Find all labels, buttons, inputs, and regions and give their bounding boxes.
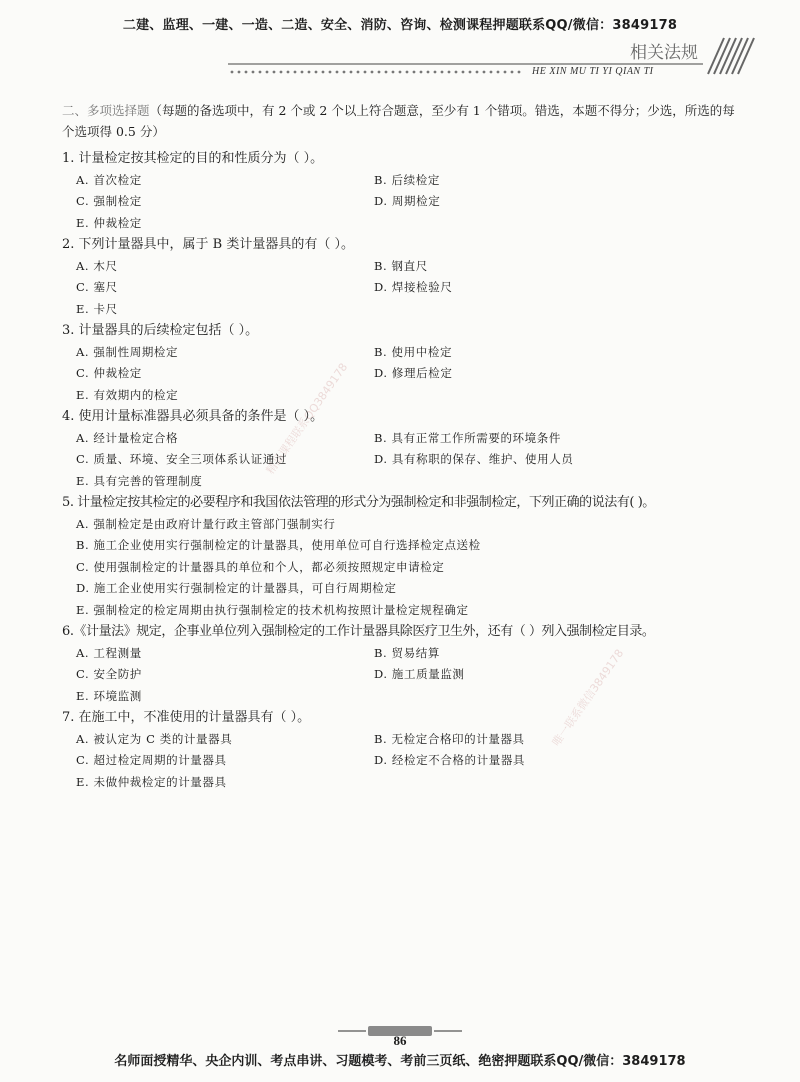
option-list bbox=[62, 170, 742, 235]
question-stem: 6.《计量法》规定，企事业单位列入强制检定的工作计量器具除医疗卫生外，还有（ ）列入强制检定目录。 bbox=[62, 624, 655, 639]
option-list bbox=[62, 428, 742, 493]
question-1 bbox=[62, 148, 742, 234]
option-b: B. 具有正常工作所需要的环境条件 bbox=[374, 430, 561, 445]
section-instructions: （每题的备选项中，有 2 个或 2 个以上符合题意，至少有 1 个错项。错选，本题不得分；少选，所选的每个选项得 0.5 分） bbox=[62, 103, 735, 139]
question-4 bbox=[62, 406, 742, 492]
option-a: A. 被认定为 C 类的计量器具 bbox=[76, 731, 233, 746]
option-d: D. 施工质量监测 bbox=[374, 667, 465, 681]
option-c: C. 仲裁检定 bbox=[76, 366, 142, 380]
option-e: E. 具有完善的管理制度 bbox=[76, 473, 203, 488]
option-b: B. 钢直尺 bbox=[374, 258, 428, 273]
option-e: E. 仲裁检定 bbox=[76, 215, 142, 230]
page-number: 86 bbox=[393, 1033, 407, 1048]
question-list bbox=[62, 100, 742, 793]
option-c: C. 使用强制检定的计量器具的单位和个人，都必须按照规定申请检定 bbox=[76, 559, 445, 574]
watermark: 精品课程联系QQ3849178 bbox=[263, 360, 351, 477]
option-b: B. 后续检定 bbox=[374, 172, 440, 187]
option-a: A. 木尺 bbox=[76, 258, 118, 273]
option-d: D. 焊接检验尺 bbox=[374, 280, 453, 294]
question-5 bbox=[62, 492, 742, 621]
option-list bbox=[62, 729, 742, 794]
question-stem: 5. 计量检定按其检定的必要程序和我国依法管理的形式分为强制检定和非强制检定，下列正确的说法有( )。 bbox=[62, 495, 655, 510]
option-c: C. 安全防护 bbox=[76, 667, 142, 681]
question-stem: 4. 使用计量标准器具必须具备的条件是（ ）。 bbox=[62, 409, 324, 424]
option-list bbox=[62, 342, 742, 407]
question-3 bbox=[62, 320, 742, 406]
watermark: 唯一联系微信3849178 bbox=[549, 646, 627, 749]
option-list bbox=[62, 643, 742, 708]
option-a: A. 经计量检定合格 bbox=[76, 430, 179, 445]
option-c: C. 塞尺 bbox=[76, 280, 118, 294]
option-c: C. 质量、环境、安全三项体系认证通过 bbox=[76, 452, 288, 466]
question-stem: 2. 下列计量器具中，属于 B 类计量器具的有（ ）。 bbox=[62, 237, 354, 252]
option-e: E. 卡尺 bbox=[76, 301, 118, 316]
option-d: D. 具有称职的保存、维护、使用人员 bbox=[374, 452, 574, 466]
question-stem: 1. 计量检定按其检定的目的和性质分为（ ）。 bbox=[62, 151, 324, 166]
option-a: A. 首次检定 bbox=[76, 172, 142, 187]
option-c: C. 强制检定 bbox=[76, 194, 142, 208]
option-c: C. 超过检定周期的计量器具 bbox=[76, 753, 227, 767]
top-banner: 二建、监理、一建、一造、二造、安全、消防、咨询、检测课程押题联系QQ/微信：3849178 bbox=[122, 18, 678, 33]
section-subtitle: HE XIN MU TI YI QIAN TI bbox=[532, 66, 654, 77]
section-title: 相关法规 bbox=[630, 43, 698, 63]
question-7 bbox=[62, 707, 742, 793]
bottom-banner: 名师面授精华、央企内训、考点串讲、习题模考、考前三页纸、绝密押题联系QQ/微信：3849178 bbox=[114, 1054, 686, 1069]
section-heading: 二、多项选择题 bbox=[62, 103, 150, 118]
option-e: E. 有效期内的检定 bbox=[76, 387, 179, 402]
option-d: D. 周期检定 bbox=[374, 194, 441, 208]
option-a: A. 强制性周期检定 bbox=[76, 344, 179, 359]
stripes-decoration bbox=[700, 36, 756, 76]
section-intro bbox=[62, 100, 742, 142]
question-6 bbox=[62, 621, 742, 707]
option-b: B. 施工企业使用实行强制检定的计量器具，使用单位可自行选择检定点送检 bbox=[76, 538, 481, 552]
option-a: A. 强制检定是由政府计量行政主管部门强制实行 bbox=[76, 516, 336, 531]
option-list bbox=[62, 256, 742, 321]
option-d: D. 修理后检定 bbox=[374, 366, 453, 380]
option-b: B. 使用中检定 bbox=[374, 344, 453, 359]
option-list bbox=[62, 514, 742, 622]
option-e: E. 环境监测 bbox=[76, 688, 142, 703]
question-stem: 7. 在施工中，不准使用的计量器具有（ ）。 bbox=[62, 710, 311, 725]
option-d: D. 施工企业使用实行强制检定的计量器具，可自行周期检定 bbox=[76, 581, 397, 595]
option-a: A. 工程测量 bbox=[76, 645, 142, 660]
question-2 bbox=[62, 234, 742, 320]
option-e: E. 强制检定的检定周期由执行强制检定的技术机构按照计量检定规程确定 bbox=[76, 602, 469, 617]
option-b: B. 贸易结算 bbox=[374, 645, 440, 660]
option-e: E. 未做仲裁检定的计量器具 bbox=[76, 774, 227, 789]
question-stem: 3. 计量器具的后续检定包括（ ）。 bbox=[62, 323, 259, 338]
option-d: D. 经检定不合格的计量器具 bbox=[374, 753, 526, 767]
option-b: B. 无检定合格印的计量器具 bbox=[374, 731, 525, 746]
